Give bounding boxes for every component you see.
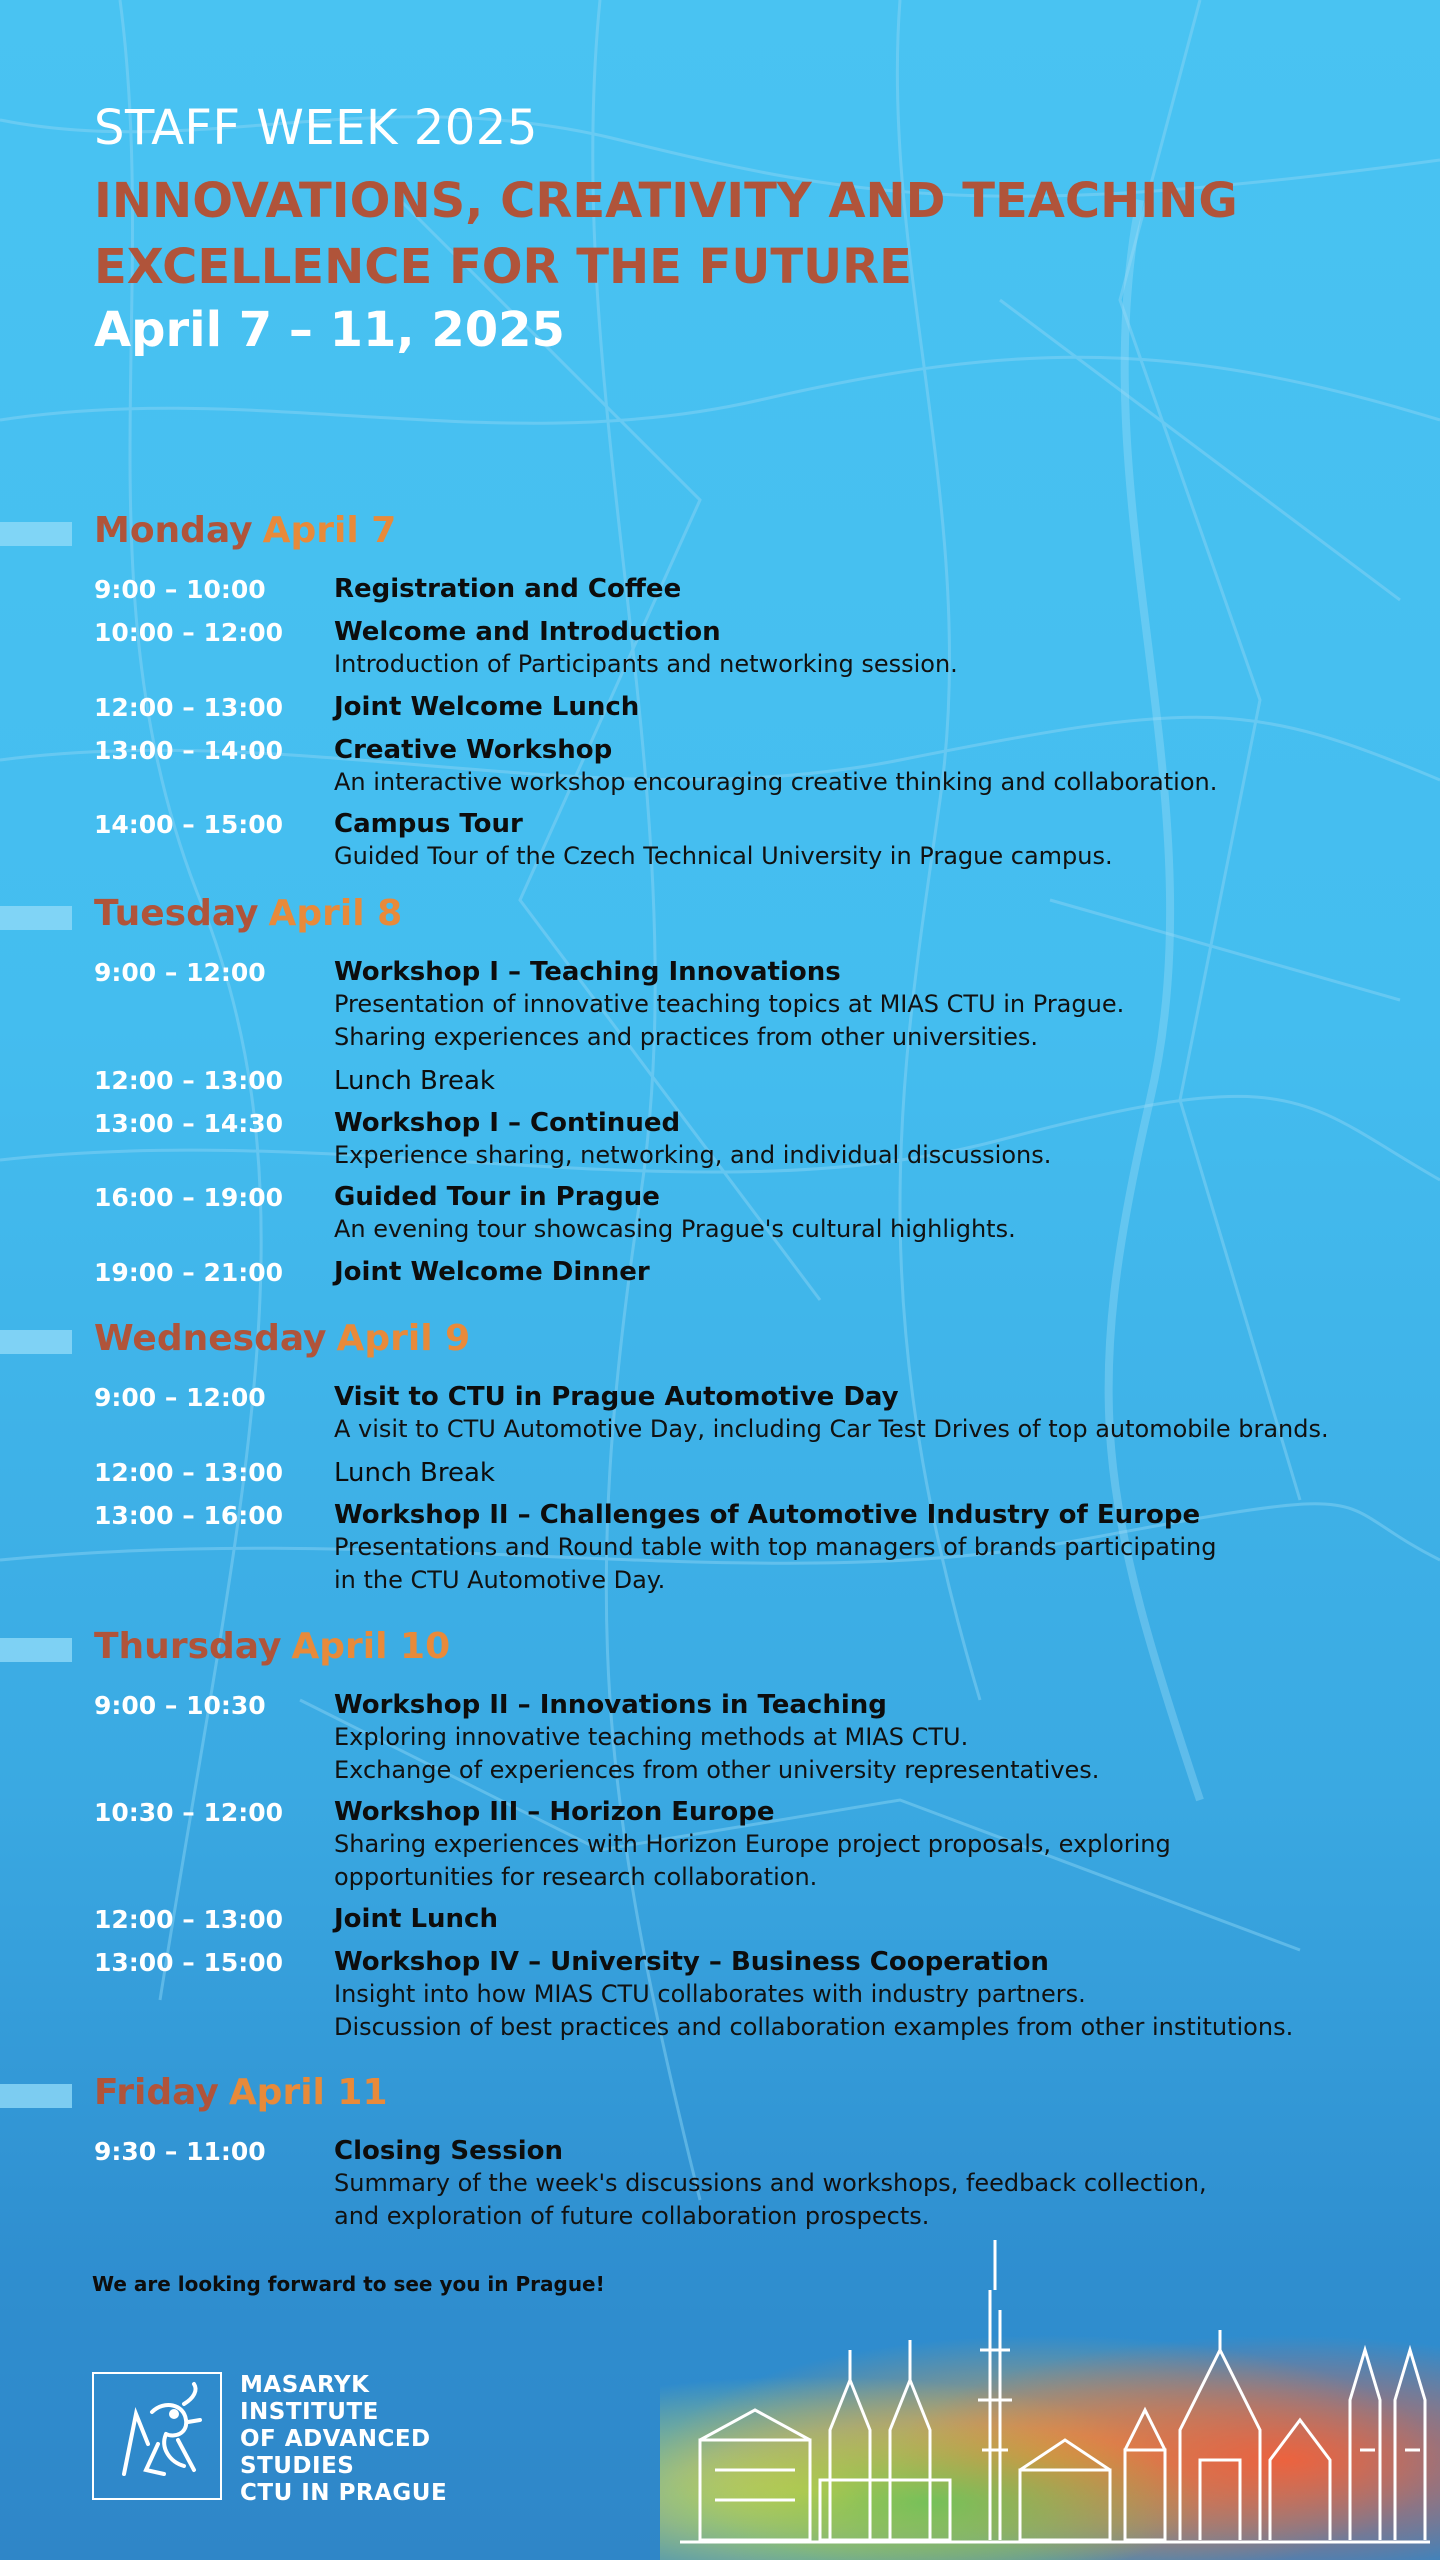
session-title: Lunch Break bbox=[334, 1458, 495, 1488]
session-description: An evening tour showcasing Prague's cultural highlights. bbox=[334, 1215, 1016, 1243]
session-title: Joint Welcome Dinner bbox=[334, 1257, 650, 1287]
session-title: Welcome and Introduction bbox=[334, 617, 721, 647]
time-slot: 19:00 – 21:00 bbox=[94, 1258, 284, 1287]
institute-logo bbox=[92, 2372, 222, 2500]
session-title: Workshop I – Continued bbox=[334, 1108, 681, 1138]
session-description: Insight into how MIAS CTU collaborates with industry partners. Discussion of best practices and collaboration examples from other institutions. bbox=[334, 1980, 1294, 2041]
session-title: Workshop II – Challenges of Automotive Industry of Europe bbox=[334, 1500, 1201, 1530]
day-marker bbox=[0, 1638, 72, 1662]
day-date: April 11 bbox=[228, 2072, 388, 2113]
day-title-thursday bbox=[94, 1626, 450, 1667]
day-name: Wednesday bbox=[94, 1318, 327, 1359]
session-title: Guided Tour in Prague bbox=[334, 1182, 660, 1212]
day-marker bbox=[0, 906, 72, 930]
event-dates: April 7 – 11, 2025 bbox=[94, 302, 565, 358]
day-date: April 10 bbox=[291, 1626, 451, 1667]
time-slot: 9:00 – 10:00 bbox=[94, 575, 266, 604]
day-date: April 7 bbox=[262, 510, 397, 551]
day-name: Tuesday bbox=[94, 893, 259, 934]
time-slot: 14:00 – 15:00 bbox=[94, 810, 284, 839]
logo-line: STUDIES bbox=[240, 2453, 355, 2479]
lion-icon bbox=[94, 2374, 220, 2498]
time-slot: 10:00 – 12:00 bbox=[94, 618, 284, 647]
session-description: Introduction of Participants and networking session. bbox=[334, 650, 958, 678]
day-marker bbox=[0, 1330, 72, 1354]
day-marker bbox=[0, 2084, 72, 2108]
session-description: Sharing experiences with Horizon Europe project proposals, exploring opportunities for research collaboration. bbox=[334, 1830, 1171, 1891]
session-description: Guided Tour of the Czech Technical University in Prague campus. bbox=[334, 842, 1113, 870]
time-slot: 13:00 – 16:00 bbox=[94, 1501, 284, 1530]
logo-line: OF ADVANCED bbox=[240, 2426, 431, 2452]
session-title: Registration and Coffee bbox=[334, 574, 682, 604]
prague-skyline-illustration bbox=[660, 2230, 1440, 2560]
day-title-friday bbox=[94, 2072, 388, 2113]
day-date: April 8 bbox=[268, 893, 403, 934]
session-title: Creative Workshop bbox=[334, 735, 613, 765]
day-name: Friday bbox=[94, 2072, 219, 2113]
time-slot: 12:00 – 13:00 bbox=[94, 1066, 284, 1095]
session-description: An interactive workshop encouraging creative thinking and collaboration. bbox=[334, 768, 1218, 796]
time-slot: 9:00 – 10:30 bbox=[94, 1691, 266, 1720]
session-title: Lunch Break bbox=[334, 1066, 495, 1096]
day-name: Thursday bbox=[94, 1626, 282, 1667]
time-slot: 13:00 – 15:00 bbox=[94, 1948, 284, 1977]
time-slot: 13:00 – 14:30 bbox=[94, 1109, 284, 1138]
time-slot: 12:00 – 13:00 bbox=[94, 1458, 284, 1487]
day-title-wednesday bbox=[94, 1318, 470, 1359]
day-date: April 9 bbox=[336, 1318, 471, 1359]
time-slot: 10:30 – 12:00 bbox=[94, 1798, 284, 1827]
event-theme: INNOVATIONS, CREATIVITY AND TEACHING EXCELLENCE FOR THE FUTURE bbox=[94, 173, 1238, 295]
event-title: STAFF WEEK 2025 bbox=[94, 100, 538, 156]
session-title: Workshop IV – University – Business Cooperation bbox=[334, 1947, 1049, 1977]
session-title: Workshop II – Innovations in Teaching bbox=[334, 1690, 887, 1720]
session-description: Presentation of innovative teaching topics at MIAS CTU in Prague. Sharing experiences and practices from other universities. bbox=[334, 990, 1125, 1051]
time-slot: 16:00 – 19:00 bbox=[94, 1183, 284, 1212]
footer-note: We are looking forward to see you in Prague! bbox=[92, 2272, 605, 2296]
time-slot: 13:00 – 14:00 bbox=[94, 736, 284, 765]
time-slot: 12:00 – 13:00 bbox=[94, 693, 284, 722]
session-title: Visit to CTU in Prague Automotive Day bbox=[334, 1382, 899, 1412]
logo-line: CTU IN PRAGUE bbox=[240, 2480, 448, 2506]
session-description: Experience sharing, networking, and individual discussions. bbox=[334, 1141, 1052, 1169]
session-description: Exploring innovative teaching methods at MIAS CTU. Exchange of experiences from other university representatives. bbox=[334, 1723, 1100, 1784]
session-title: Joint Lunch bbox=[334, 1904, 498, 1934]
day-title-tuesday bbox=[94, 893, 402, 934]
session-description: Presentations and Round table with top managers of brands participating in the CTU Automotive Day. bbox=[334, 1533, 1217, 1594]
time-slot: 12:00 – 13:00 bbox=[94, 1905, 284, 1934]
day-title-monday bbox=[94, 510, 396, 551]
session-title: Workshop I – Teaching Innovations bbox=[334, 957, 841, 987]
logo-line: MASARYK bbox=[240, 2372, 370, 2398]
day-marker bbox=[0, 522, 72, 546]
day-name: Monday bbox=[94, 510, 253, 551]
time-slot: 9:00 – 12:00 bbox=[94, 958, 266, 987]
session-description: A visit to CTU Automotive Day, including Car Test Drives of top automobile brands. bbox=[334, 1415, 1329, 1443]
time-slot: 9:30 – 11:00 bbox=[94, 2137, 266, 2166]
logo-line: INSTITUTE bbox=[240, 2399, 379, 2425]
session-title: Workshop III – Horizon Europe bbox=[334, 1797, 775, 1827]
session-description: Summary of the week's discussions and workshops, feedback collection, and exploration of future collaboration prospects. bbox=[334, 2169, 1207, 2230]
session-title: Closing Session bbox=[334, 2136, 564, 2166]
time-slot: 9:00 – 12:00 bbox=[94, 1383, 266, 1412]
institute-name bbox=[240, 2372, 447, 2507]
session-title: Campus Tour bbox=[334, 809, 523, 839]
session-title: Joint Welcome Lunch bbox=[334, 692, 640, 722]
